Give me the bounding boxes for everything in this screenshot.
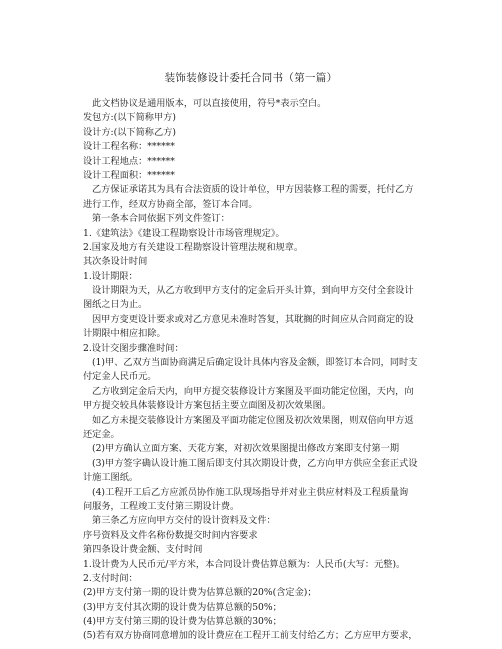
text-line: 进行工作，经双方协商全部，签订本合同。 [83,198,258,210]
text-line: 设计期限为天，从乙方收到甲方支付的定金后开头计算，到向甲方交付全套设计 [92,285,414,297]
text-line: 如乙方未提交装修设计方案图及平面功能定位图及初次效果图，则双倍向甲方返 [92,414,414,426]
text-line: 设计工程地点：****** [83,155,175,167]
text-line: 因甲方变更设计要求或对乙方意见未准时答复，其耽搁的时间应从合同商定的设 [92,313,414,325]
text-line: (3)甲方支付其次期的设计费为估算总额的50%； [83,601,282,613]
text-line: (4)工程开工后乙方应派员协作施工队现场指导并对业主供应材料及工程质量询 [92,486,409,498]
text-line: 设计工程名称：****** [83,141,175,153]
text-line: 2.支付时间： [83,572,138,584]
text-line: (2)甲方支付第一期的设计费为估算总额的20%(含定金)； [83,587,317,599]
text-line: 2.国家及地方有关建设工程勘察设计管理法规和规章。 [83,241,304,253]
text-line: 发包方:(以下简称甲方) [83,112,176,124]
text-line: 第一条本合同依据下列文件签订： [92,213,230,225]
document-title: 装饰装修设计委托合同书（第一篇） [164,72,338,84]
text-line: 1.设计期限： [83,270,138,282]
text-line: 序号资料及文件名称份数提交时间内容要求 [83,529,258,541]
text-line: 2.设计交图步骤准时间： [83,342,184,354]
text-line: (3)甲方签字确认设计施工图后即支付其次期设计费，乙方向甲方供应全套正式设 [92,457,418,469]
text-line: (1)甲、乙双方当面协商满足后确定设计具体内容及金额，即签订本合同，同时支 [92,357,418,369]
text-line: 计施工图纸。 [83,472,139,484]
text-line: 第四条设计费金额、支付时间 [83,544,203,556]
text-line: 还定金。 [83,428,120,440]
document-body [83,97,423,644]
text-line: 乙方收到定金后天内，向甲方提交装修设计方案图及平面功能定位图，天内，向 [92,385,414,397]
text-line: 设计方:(以下简称乙方) [83,126,176,138]
text-line: 问服务，工程竣工支付第三期设计费。 [83,500,240,512]
text-line: 此文档协议是通用版本，可以直接使用，符号*表示空白。 [92,98,327,109]
text-line: 第三条乙方应向甲方交付的设计资料及文件： [92,515,276,527]
text-line: 付定金人民币元。 [83,371,157,383]
text-line: 计期限中相应扣除。 [83,328,166,340]
text-line: 1.《建筑法》《建设工程勘察设计市场管理规定》。 [83,227,285,239]
text-line: (5)若有双方协商同意增加的设计费应在工程开工前支付给乙方；乙方应甲方要求， [83,630,418,642]
text-line: 其次条设计时间 [83,256,148,268]
text-line: (2)甲方确认立面方案、天花方案，对初次效果图提出修改方案即支付第一期 [92,443,400,455]
text-line: (4)甲方支付第三期的设计费为估算总额的30%； [83,616,282,628]
text-line: 乙方保证承诺其为具有合法资质的设计单位，甲方因装修工程的需要，托付乙方 [92,184,414,196]
text-line: 甲方提交较具体装修设计方案包括主要立面图及初次效果图。 [83,400,332,412]
text-line: 设计工程面积：****** [83,169,175,181]
text-line: 1.设计费为人民币元/平方米，本合同设计费估算总额为：人民币(大写：元整)。 [83,558,406,570]
text-line: 图纸之日为止。 [83,299,148,311]
